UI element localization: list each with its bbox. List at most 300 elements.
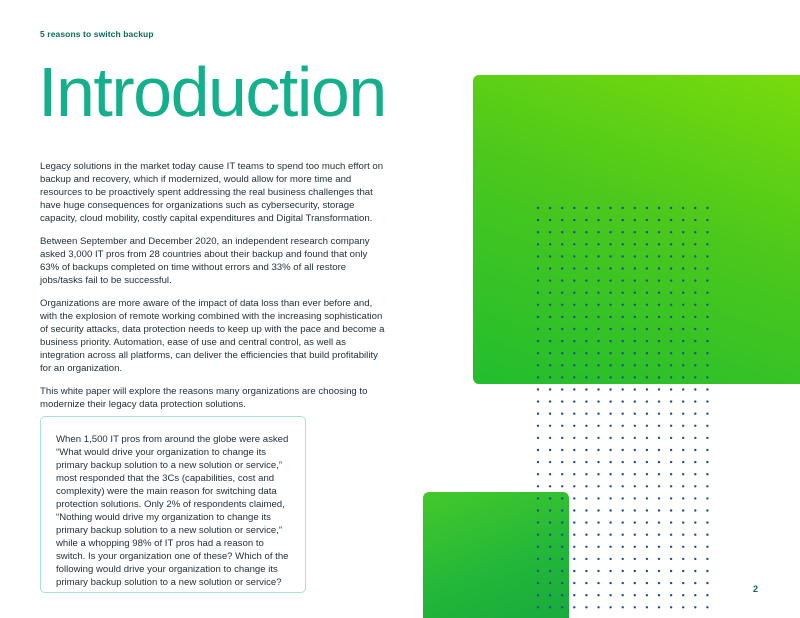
- dot: [658, 243, 660, 245]
- dot: [561, 255, 563, 257]
- dot: [549, 219, 551, 221]
- dot: [609, 521, 611, 523]
- dot: [634, 413, 636, 415]
- dot: [537, 207, 539, 209]
- dot: [646, 364, 648, 366]
- dot: [561, 546, 563, 548]
- dot: [634, 231, 636, 233]
- dot: [670, 316, 672, 318]
- dot: [706, 400, 708, 402]
- dot: [682, 558, 684, 560]
- dot: [682, 570, 684, 572]
- dot: [706, 413, 708, 415]
- dot: [670, 340, 672, 342]
- dot: [706, 461, 708, 463]
- dot: [634, 304, 636, 306]
- dot: [682, 364, 684, 366]
- dot: [694, 570, 696, 572]
- dot: [646, 594, 648, 596]
- dot: [609, 425, 611, 427]
- dot: [682, 509, 684, 511]
- dot: [549, 606, 551, 608]
- dot: [706, 376, 708, 378]
- dot: [622, 400, 624, 402]
- dot: [706, 606, 708, 608]
- dot: [694, 279, 696, 281]
- dot: [646, 340, 648, 342]
- dot: [706, 352, 708, 354]
- dot: [694, 219, 696, 221]
- dot: [682, 437, 684, 439]
- dot: [694, 316, 696, 318]
- dot: [670, 400, 672, 402]
- dot: [573, 340, 575, 342]
- dot: [670, 352, 672, 354]
- dot: [585, 461, 587, 463]
- dot: [634, 546, 636, 548]
- dot: [706, 594, 708, 596]
- dot: [597, 219, 599, 221]
- dot: [549, 376, 551, 378]
- dot: [694, 364, 696, 366]
- dot: [682, 243, 684, 245]
- dot: [694, 497, 696, 499]
- dot: [609, 437, 611, 439]
- dot: [682, 304, 684, 306]
- dot: [585, 594, 587, 596]
- dot: [609, 231, 611, 233]
- dot: [670, 267, 672, 269]
- dot: [549, 437, 551, 439]
- dot: [634, 376, 636, 378]
- dot: [706, 485, 708, 487]
- dot: [622, 279, 624, 281]
- dot: [549, 497, 551, 499]
- dot: [609, 207, 611, 209]
- dot: [573, 243, 575, 245]
- dot: [561, 279, 563, 281]
- dot: [537, 388, 539, 390]
- dot: [573, 255, 575, 257]
- dot: [537, 316, 539, 318]
- dot: [682, 485, 684, 487]
- dot: [585, 425, 587, 427]
- dot: [561, 328, 563, 330]
- dot: [634, 267, 636, 269]
- dot: [646, 485, 648, 487]
- dot: [585, 582, 587, 584]
- dot: [634, 255, 636, 257]
- dot: [537, 328, 539, 330]
- dot: [585, 558, 587, 560]
- dot: [622, 413, 624, 415]
- dot: [694, 413, 696, 415]
- dot: [658, 328, 660, 330]
- dot: [670, 461, 672, 463]
- dot: [682, 521, 684, 523]
- dot: [573, 364, 575, 366]
- dot: [573, 546, 575, 548]
- dot: [646, 304, 648, 306]
- dot: [682, 316, 684, 318]
- dot: [706, 243, 708, 245]
- dot: [537, 340, 539, 342]
- page-title: Introduction: [38, 53, 386, 131]
- dot: [634, 219, 636, 221]
- dot: [622, 219, 624, 221]
- dot: [622, 292, 624, 294]
- dot: [634, 534, 636, 536]
- dot: [597, 316, 599, 318]
- intro-paragraph-4: This white paper will explore the reasons many organizations are choosing to modernize their legacy data protection solutions.: [40, 386, 368, 410]
- dot: [634, 449, 636, 451]
- dot: [597, 279, 599, 281]
- dot: [658, 606, 660, 608]
- dot: [609, 570, 611, 572]
- dot: [658, 497, 660, 499]
- dot: [537, 243, 539, 245]
- dot: [658, 316, 660, 318]
- dot: [670, 328, 672, 330]
- dot: [561, 340, 563, 342]
- dot: [537, 570, 539, 572]
- dot: [670, 558, 672, 560]
- dot: [561, 497, 563, 499]
- dot: [609, 255, 611, 257]
- dot: [537, 509, 539, 511]
- dot: [561, 582, 563, 584]
- dot: [706, 255, 708, 257]
- dot: [597, 534, 599, 536]
- dot: [622, 497, 624, 499]
- dot: [622, 304, 624, 306]
- dot: [549, 546, 551, 548]
- dot: [658, 219, 660, 221]
- dot: [609, 400, 611, 402]
- dot: [658, 437, 660, 439]
- dot: [537, 521, 539, 523]
- dot: [658, 267, 660, 269]
- dot: [573, 473, 575, 475]
- dot: [549, 304, 551, 306]
- dot: [573, 413, 575, 415]
- dot: [585, 400, 587, 402]
- dot: [537, 267, 539, 269]
- dot: [682, 594, 684, 596]
- dot: [549, 449, 551, 451]
- dot: [597, 521, 599, 523]
- callout-text: When 1,500 IT pros from around the globe were asked “What would drive your organization to change its primary backup solution to a new solution or service,” most responded that the 3Cs (capabilities, cost and complexity) were the main reason for switching data protection solutions. Only 2% of respondents claimed, “Nothing would drive my organization to change its primary backup solution to a new solution or service,” while a whopping 98% of IT pros had a reason to switch. Is your organization one of these? Which of the following would drive your organization to change its primary backup solution to a new solution or service?: [56, 434, 289, 588]
- dot: [670, 207, 672, 209]
- dot: [646, 255, 648, 257]
- dot: [622, 521, 624, 523]
- dot: [609, 449, 611, 451]
- dot: [634, 279, 636, 281]
- dot: [609, 534, 611, 536]
- dot: [597, 243, 599, 245]
- dot: [597, 473, 599, 475]
- dot: [694, 606, 696, 608]
- dot: [549, 316, 551, 318]
- dot: [622, 376, 624, 378]
- dot: [561, 267, 563, 269]
- dot: [646, 279, 648, 281]
- dot: [549, 279, 551, 281]
- dot: [634, 316, 636, 318]
- dot: [706, 292, 708, 294]
- dot: [706, 437, 708, 439]
- dot: [549, 352, 551, 354]
- dot: [609, 461, 611, 463]
- dot: [585, 207, 587, 209]
- dot: [561, 413, 563, 415]
- dot: [682, 413, 684, 415]
- callout-box: [40, 416, 306, 593]
- dot: [694, 207, 696, 209]
- dot: [573, 316, 575, 318]
- dot: [670, 570, 672, 572]
- dot: [609, 473, 611, 475]
- dot: [658, 376, 660, 378]
- dot: [597, 207, 599, 209]
- dot: [658, 449, 660, 451]
- dot: [658, 340, 660, 342]
- dot: [609, 485, 611, 487]
- dot: [646, 534, 648, 536]
- dot: [646, 267, 648, 269]
- dot: [682, 497, 684, 499]
- dot: [537, 425, 539, 427]
- dot: [585, 521, 587, 523]
- dot: [561, 316, 563, 318]
- dot: [634, 509, 636, 511]
- dot: [597, 594, 599, 596]
- dot: [609, 352, 611, 354]
- dot: [646, 497, 648, 499]
- dot: [622, 485, 624, 487]
- dot: [549, 292, 551, 294]
- dot: [682, 255, 684, 257]
- dot: [597, 364, 599, 366]
- dot: [706, 425, 708, 427]
- dot: [658, 473, 660, 475]
- document-kicker: 5 reasons to switch backup: [40, 29, 154, 39]
- dot: [622, 388, 624, 390]
- dot: [670, 413, 672, 415]
- dot: [706, 340, 708, 342]
- dot: [682, 231, 684, 233]
- dot: [597, 546, 599, 548]
- dot: [585, 606, 587, 608]
- dot: [694, 388, 696, 390]
- dot: [694, 340, 696, 342]
- dot: [537, 437, 539, 439]
- dot: [585, 316, 587, 318]
- dot: [634, 582, 636, 584]
- dot: [537, 606, 539, 608]
- dot: [706, 364, 708, 366]
- dot: [585, 267, 587, 269]
- dot: [694, 352, 696, 354]
- dot: [549, 207, 551, 209]
- dot: [622, 509, 624, 511]
- dot: [573, 534, 575, 536]
- dot: [573, 582, 575, 584]
- dot: [682, 425, 684, 427]
- dot: [622, 255, 624, 257]
- dot: [646, 425, 648, 427]
- dot: [634, 437, 636, 439]
- dot: [585, 328, 587, 330]
- dot: [597, 388, 599, 390]
- dot: [561, 219, 563, 221]
- dot: [597, 231, 599, 233]
- dot: [549, 570, 551, 572]
- dot: [549, 534, 551, 536]
- dot: [609, 582, 611, 584]
- dot: [609, 316, 611, 318]
- dot: [585, 243, 587, 245]
- dot: [646, 292, 648, 294]
- dot: [694, 304, 696, 306]
- dot: [670, 449, 672, 451]
- dot: [694, 546, 696, 548]
- dot: [646, 328, 648, 330]
- dot: [670, 546, 672, 548]
- dot: [670, 231, 672, 233]
- dot: [694, 231, 696, 233]
- dot: [609, 340, 611, 342]
- dot: [585, 437, 587, 439]
- dot: [658, 534, 660, 536]
- dot: [646, 413, 648, 415]
- dot: [597, 558, 599, 560]
- dot: [585, 352, 587, 354]
- dot: [622, 316, 624, 318]
- dot: [585, 534, 587, 536]
- dot: [694, 461, 696, 463]
- dot: [682, 267, 684, 269]
- dot: [646, 207, 648, 209]
- dot: [573, 425, 575, 427]
- dot: [634, 485, 636, 487]
- dot: [706, 231, 708, 233]
- dot: [634, 243, 636, 245]
- dot: [597, 497, 599, 499]
- dot: [634, 473, 636, 475]
- dot: [609, 219, 611, 221]
- dot: [561, 400, 563, 402]
- dot: [646, 606, 648, 608]
- dot: [561, 304, 563, 306]
- dot: [646, 352, 648, 354]
- dot: [585, 413, 587, 415]
- dot: [561, 352, 563, 354]
- dot: [561, 558, 563, 560]
- dot: [658, 364, 660, 366]
- dot: [573, 304, 575, 306]
- page-number: 2: [753, 584, 759, 594]
- dot: [670, 485, 672, 487]
- dot: [549, 388, 551, 390]
- dot: [694, 437, 696, 439]
- dot: [694, 425, 696, 427]
- dot: [585, 304, 587, 306]
- dot: [670, 425, 672, 427]
- dot: [597, 449, 599, 451]
- dot: [634, 364, 636, 366]
- dot: [585, 231, 587, 233]
- dot: [609, 388, 611, 390]
- dot: [561, 534, 563, 536]
- dot: [549, 267, 551, 269]
- dot: [549, 582, 551, 584]
- dot: [537, 558, 539, 560]
- dot: [634, 400, 636, 402]
- dot: [658, 352, 660, 354]
- dot: [670, 304, 672, 306]
- dot: [682, 449, 684, 451]
- dot: [597, 437, 599, 439]
- dot: [609, 328, 611, 330]
- dot: [537, 461, 539, 463]
- dot: [622, 594, 624, 596]
- dot: [537, 255, 539, 257]
- dot: [706, 279, 708, 281]
- dot: [658, 413, 660, 415]
- dot: [561, 509, 563, 511]
- dot: [549, 231, 551, 233]
- dot: [597, 413, 599, 415]
- dot: [706, 521, 708, 523]
- dot: [537, 413, 539, 415]
- dot: [561, 594, 563, 596]
- dot: [646, 219, 648, 221]
- dot: [634, 570, 636, 572]
- dot: [694, 267, 696, 269]
- dot: [622, 437, 624, 439]
- dot: [694, 400, 696, 402]
- dot: [549, 461, 551, 463]
- dot: [622, 558, 624, 560]
- dot: [706, 558, 708, 560]
- dot: [537, 231, 539, 233]
- dot: [694, 509, 696, 511]
- dot: [585, 292, 587, 294]
- dot: [646, 376, 648, 378]
- dot: [706, 534, 708, 536]
- dot: [597, 352, 599, 354]
- dot: [622, 231, 624, 233]
- dot: [634, 497, 636, 499]
- dot: [646, 316, 648, 318]
- dot: [622, 207, 624, 209]
- dot: [694, 485, 696, 487]
- dot: [573, 606, 575, 608]
- dot: [597, 485, 599, 487]
- dot: [706, 388, 708, 390]
- dot: [622, 534, 624, 536]
- dot: [573, 279, 575, 281]
- dot: [597, 582, 599, 584]
- dot: [585, 388, 587, 390]
- dot: [694, 255, 696, 257]
- intro-paragraph-1: Legacy solutions in the market today cause IT teams to spend too much effort on backup and recovery, which if modernized, would allow for more time and resources to be proactively spent addressing the real business challenges that have huge consequences for organizations such as cybersecurity, storage capacity, cloud mobility, costly capital expenditures and Digital Transformation.: [40, 161, 384, 224]
- dot: [537, 594, 539, 596]
- dot: [646, 570, 648, 572]
- dot: [670, 473, 672, 475]
- dot: [549, 328, 551, 330]
